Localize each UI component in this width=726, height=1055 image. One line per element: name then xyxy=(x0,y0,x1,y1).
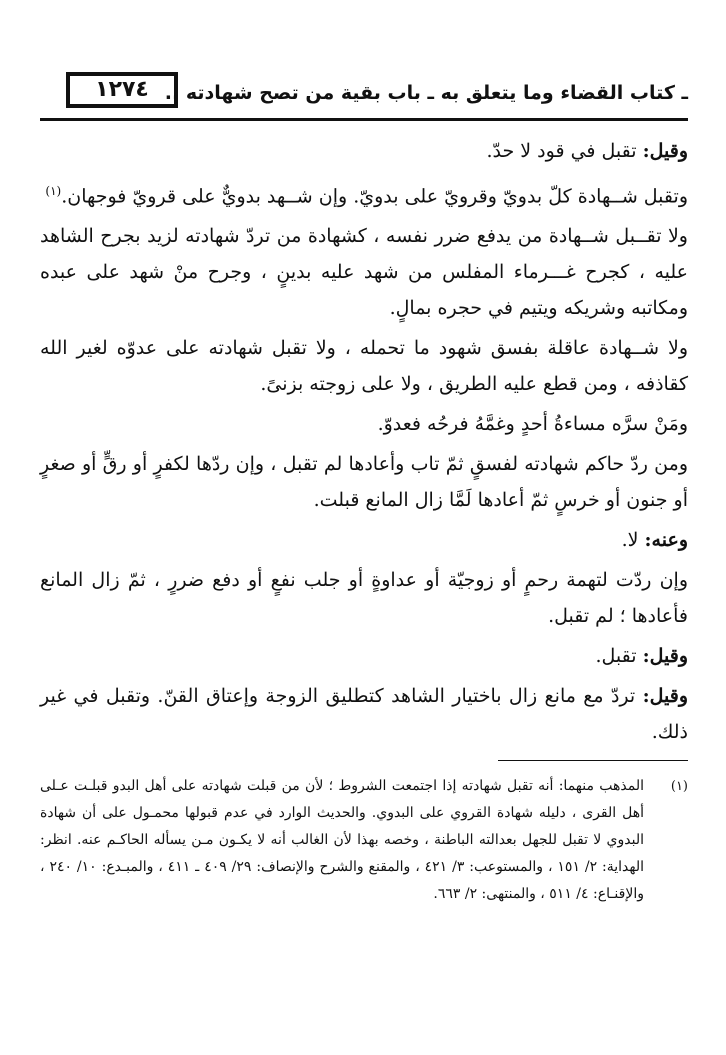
footnote-block xyxy=(40,773,688,908)
paragraph-lead: وقيل: xyxy=(642,685,688,708)
book-page xyxy=(40,68,688,908)
paragraph xyxy=(40,678,688,750)
paragraph-text: ولا تقــبل شــهادة من يدفع ضرر نفسه ، كشهادة من تردّ شهادته لزيد بجرح الشاهد عليه ، كجرح غـــرماء المفلس من شهد عليه بدينٍ ، وجرح منْ شهد على عبده ومكاتبه وشريكه ويتيم في حجره بمالٍ. xyxy=(40,225,688,320)
paragraph-lead: وعنه: xyxy=(644,529,688,552)
paragraph-lead: وقيل: xyxy=(642,140,688,162)
paragraph-text: تقبل. xyxy=(595,645,643,668)
running-title: ـ كتاب القضاء وما يتعلق به ـ باب بقية من تصح شهادته .. xyxy=(164,82,688,104)
paragraph xyxy=(40,218,688,326)
paragraph xyxy=(40,446,688,518)
paragraph-lead: وقيل: xyxy=(642,645,688,668)
footnote-text: المذهب منهما: أنه تقبل شهادته إذا اجتمعت الشروط ؛ لأن من قبلت شهادته على أهل البدو قبلـت عـلى أهل القرى ، دليله شهادة القروي على البدوي. والحديث الوارد في عدم قبولها محمـول على أن شهادة البدوي لا تقبل للجهل بعدالته الباطنة ، وخصه بهذا لأن الغالب أنه لا يكـون مـن يسأله الحاكـم عنه. انظر: الهداية: ٢/ ١٥١ ، والمستوعب: ٣/ ٤٢١ ، والمقنع والشرح والإنصاف: ٢٩/ ٤٠٩ ـ ٤١١ ، والمبـدع: ١٠/ ٢٤٠ ، والإقنـاع: ٤/ ٥١١ ، والمنتهى: ٢/ ٦٦٣. xyxy=(40,778,645,903)
main-text xyxy=(40,133,688,750)
paragraph-text: ولا شــهادة عاقلة بفسق شهود ما تحمله ، ولا تقبل شهادته على عدوّه لغير الله كقاذفه ، ومن قطع عليه الطريق ، ولا على زوجته بزنىً. xyxy=(40,337,688,396)
paragraph-text: ومن ردّ حاكم شهادته لفسقٍ ثمّ تاب وأعادها لم تقبل ، وإن ردّها لكفرٍ أو رقٍّ أو صغرٍ أو جنون أو خرسٍ ثمّ أعادها لَمَّا زال المانع قبلت. xyxy=(40,453,688,512)
paragraph xyxy=(40,638,688,674)
page-number-box: ١٢٧٤ xyxy=(66,72,178,108)
paragraph xyxy=(40,522,688,558)
paragraph-text: وإن ردّت لتهمة رحمٍ أو زوجيّة أو عداوةٍ أو جلب نفعٍ أو دفع ضررٍ ، ثمّ زال المانع فأعادها ؛ لم تقبل. xyxy=(40,569,688,628)
paragraph-text: ومَنْ سرَّه مساءةُ أحدٍ وغمَّهُ فرحُه فعدوّ. xyxy=(377,413,688,436)
page-header xyxy=(40,68,688,121)
paragraph xyxy=(40,406,688,442)
paragraph-text: وتقبل شــهادة كلّ بدويّ وقرويّ على بدويّ. وإن شــهد بدويٌّ على قرويّ فوجهان. xyxy=(61,185,688,208)
paragraph xyxy=(40,562,688,634)
paragraph xyxy=(40,173,688,214)
footnote-number: (١) xyxy=(670,779,688,795)
footnote-marker: (١) xyxy=(45,184,62,198)
paragraph-text: تردّ مع مانع زال باختيار الشاهد كتطليق الزوجة وإعتاق القنّ. وتقبل في غير ذلك. xyxy=(40,685,688,744)
paragraph xyxy=(40,330,688,402)
paragraph-text: تقبل في قود لا حدّ. xyxy=(486,140,643,162)
paragraph-text: لا. xyxy=(621,529,645,552)
footnote-separator xyxy=(498,760,688,761)
paragraph xyxy=(40,133,688,169)
